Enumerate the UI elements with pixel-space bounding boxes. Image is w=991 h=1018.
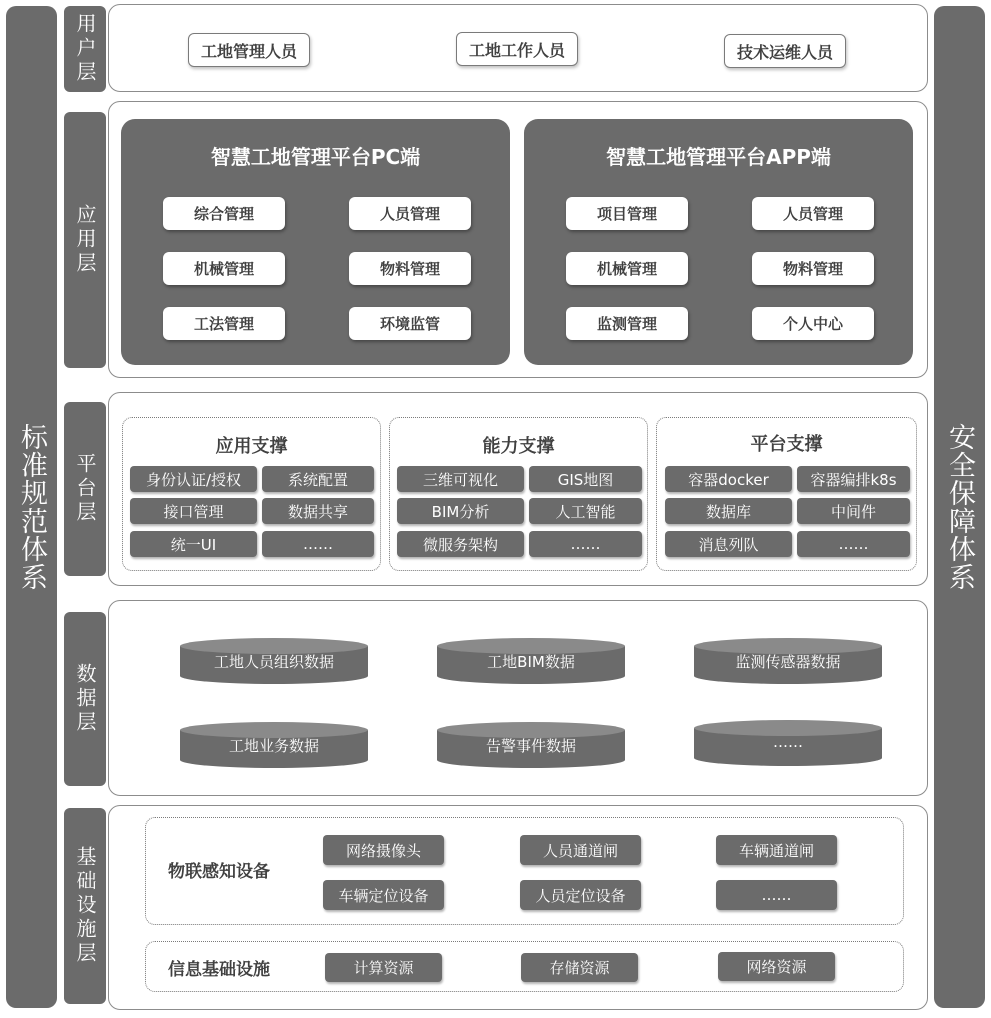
info-resource: 网络资源: [718, 952, 835, 981]
platform-group-app-support-title: 应用支撑: [215, 436, 288, 457]
platform-item: 微服务架构: [397, 531, 524, 557]
platform-item: GIS地图: [529, 466, 642, 492]
iot-device: 车辆通道闸: [716, 835, 837, 865]
app-module-materials: 物料管理: [752, 252, 874, 285]
layer-label-platform: [64, 402, 106, 576]
platform-item: 容器编排k8s: [797, 466, 910, 492]
layer-label-platform-text: 平台层: [73, 453, 97, 525]
security-pillar: [934, 6, 985, 1008]
data-store-cylinder: [180, 638, 368, 684]
info-resource: 计算资源: [325, 953, 442, 982]
standards-pillar: [6, 6, 57, 1008]
platform-item: 消息列队: [665, 531, 792, 557]
data-store-label: 工地BIM数据: [487, 653, 575, 671]
layer-label-user-text: 用户层: [73, 13, 97, 85]
layer-label-data: [64, 612, 106, 786]
platform-item: 系统配置: [262, 466, 374, 492]
pc-module-environment: 环境监管: [349, 307, 471, 340]
security-pillar-label: 安全保障体系: [944, 423, 975, 591]
data-store-cylinder: [437, 638, 625, 684]
layer-label-infrastructure: [64, 808, 106, 1004]
layer-label-application: [64, 112, 106, 368]
platform-group-capability-support-title: 能力支撑: [482, 436, 555, 457]
iot-device: 人员通道闸: [520, 835, 641, 865]
platform-item: 接口管理: [130, 498, 257, 524]
app-module-project: 项目管理: [566, 197, 688, 230]
info-infrastructure-title: 信息基础设施: [168, 959, 270, 980]
app-module-personnel: 人员管理: [752, 197, 874, 230]
data-store-cylinder: [437, 722, 625, 768]
platform-item: ……: [797, 531, 910, 557]
data-store-label: 告警事件数据: [485, 737, 576, 755]
app-module-personal-center: 个人中心: [752, 307, 874, 340]
data-store-cylinder: [694, 638, 882, 684]
pc-module-materials: 物料管理: [349, 252, 471, 285]
platform-item: 人工智能: [529, 498, 642, 524]
app-platform-title: 智慧工地管理平台APP端: [606, 145, 831, 169]
pc-module-methods: 工法管理: [163, 307, 285, 340]
info-resource: 存储资源: [521, 953, 638, 982]
layer-label-user: [64, 6, 106, 92]
platform-item: 中间件: [797, 498, 910, 524]
pc-platform-title: 智慧工地管理平台PC端: [210, 145, 421, 169]
role-site-manager: 工地管理人员: [188, 33, 310, 67]
layer-label-data-text: 数据层: [73, 663, 97, 735]
pc-module-comprehensive: 综合管理: [163, 197, 285, 230]
standards-pillar-label: 标准规范体系: [16, 423, 47, 591]
platform-item: 三维可视化: [397, 466, 524, 492]
platform-group-platform-support-title: 平台支撑: [750, 434, 823, 455]
data-store-label: ……: [773, 733, 803, 751]
app-module-monitoring: 监测管理: [566, 307, 688, 340]
layer-label-infrastructure-text: 基础设施层: [73, 846, 97, 966]
pc-module-personnel: 人员管理: [349, 197, 471, 230]
platform-item: 统一UI: [130, 531, 257, 557]
platform-item: ……: [529, 531, 642, 557]
data-store-cylinder: [180, 722, 368, 768]
data-store-label: 工地业务数据: [228, 737, 319, 755]
iot-device: 车辆定位设备: [323, 880, 444, 910]
platform-item: 数据库: [665, 498, 792, 524]
platform-item: 身份认证/授权: [130, 466, 257, 492]
data-store-label: 监测传感器数据: [735, 653, 841, 671]
platform-item: 容器docker: [665, 466, 792, 492]
layer-label-application-text: 应用层: [73, 204, 97, 276]
pc-module-machinery: 机械管理: [163, 252, 285, 285]
iot-device: 人员定位设备: [520, 880, 641, 910]
app-module-machinery: 机械管理: [566, 252, 688, 285]
iot-device: 网络摄像头: [323, 835, 444, 865]
platform-item: 数据共享: [262, 498, 374, 524]
role-site-worker: 工地工作人员: [456, 32, 578, 66]
platform-item: ……: [262, 531, 374, 557]
data-store-cylinder: [694, 720, 882, 766]
iot-devices-title: 物联感知设备: [168, 861, 270, 882]
role-tech-ops: 技术运维人员: [724, 34, 846, 68]
platform-item: BIM分析: [397, 498, 524, 524]
iot-device: ……: [716, 880, 837, 910]
data-store-label: 工地人员组织数据: [213, 653, 334, 671]
